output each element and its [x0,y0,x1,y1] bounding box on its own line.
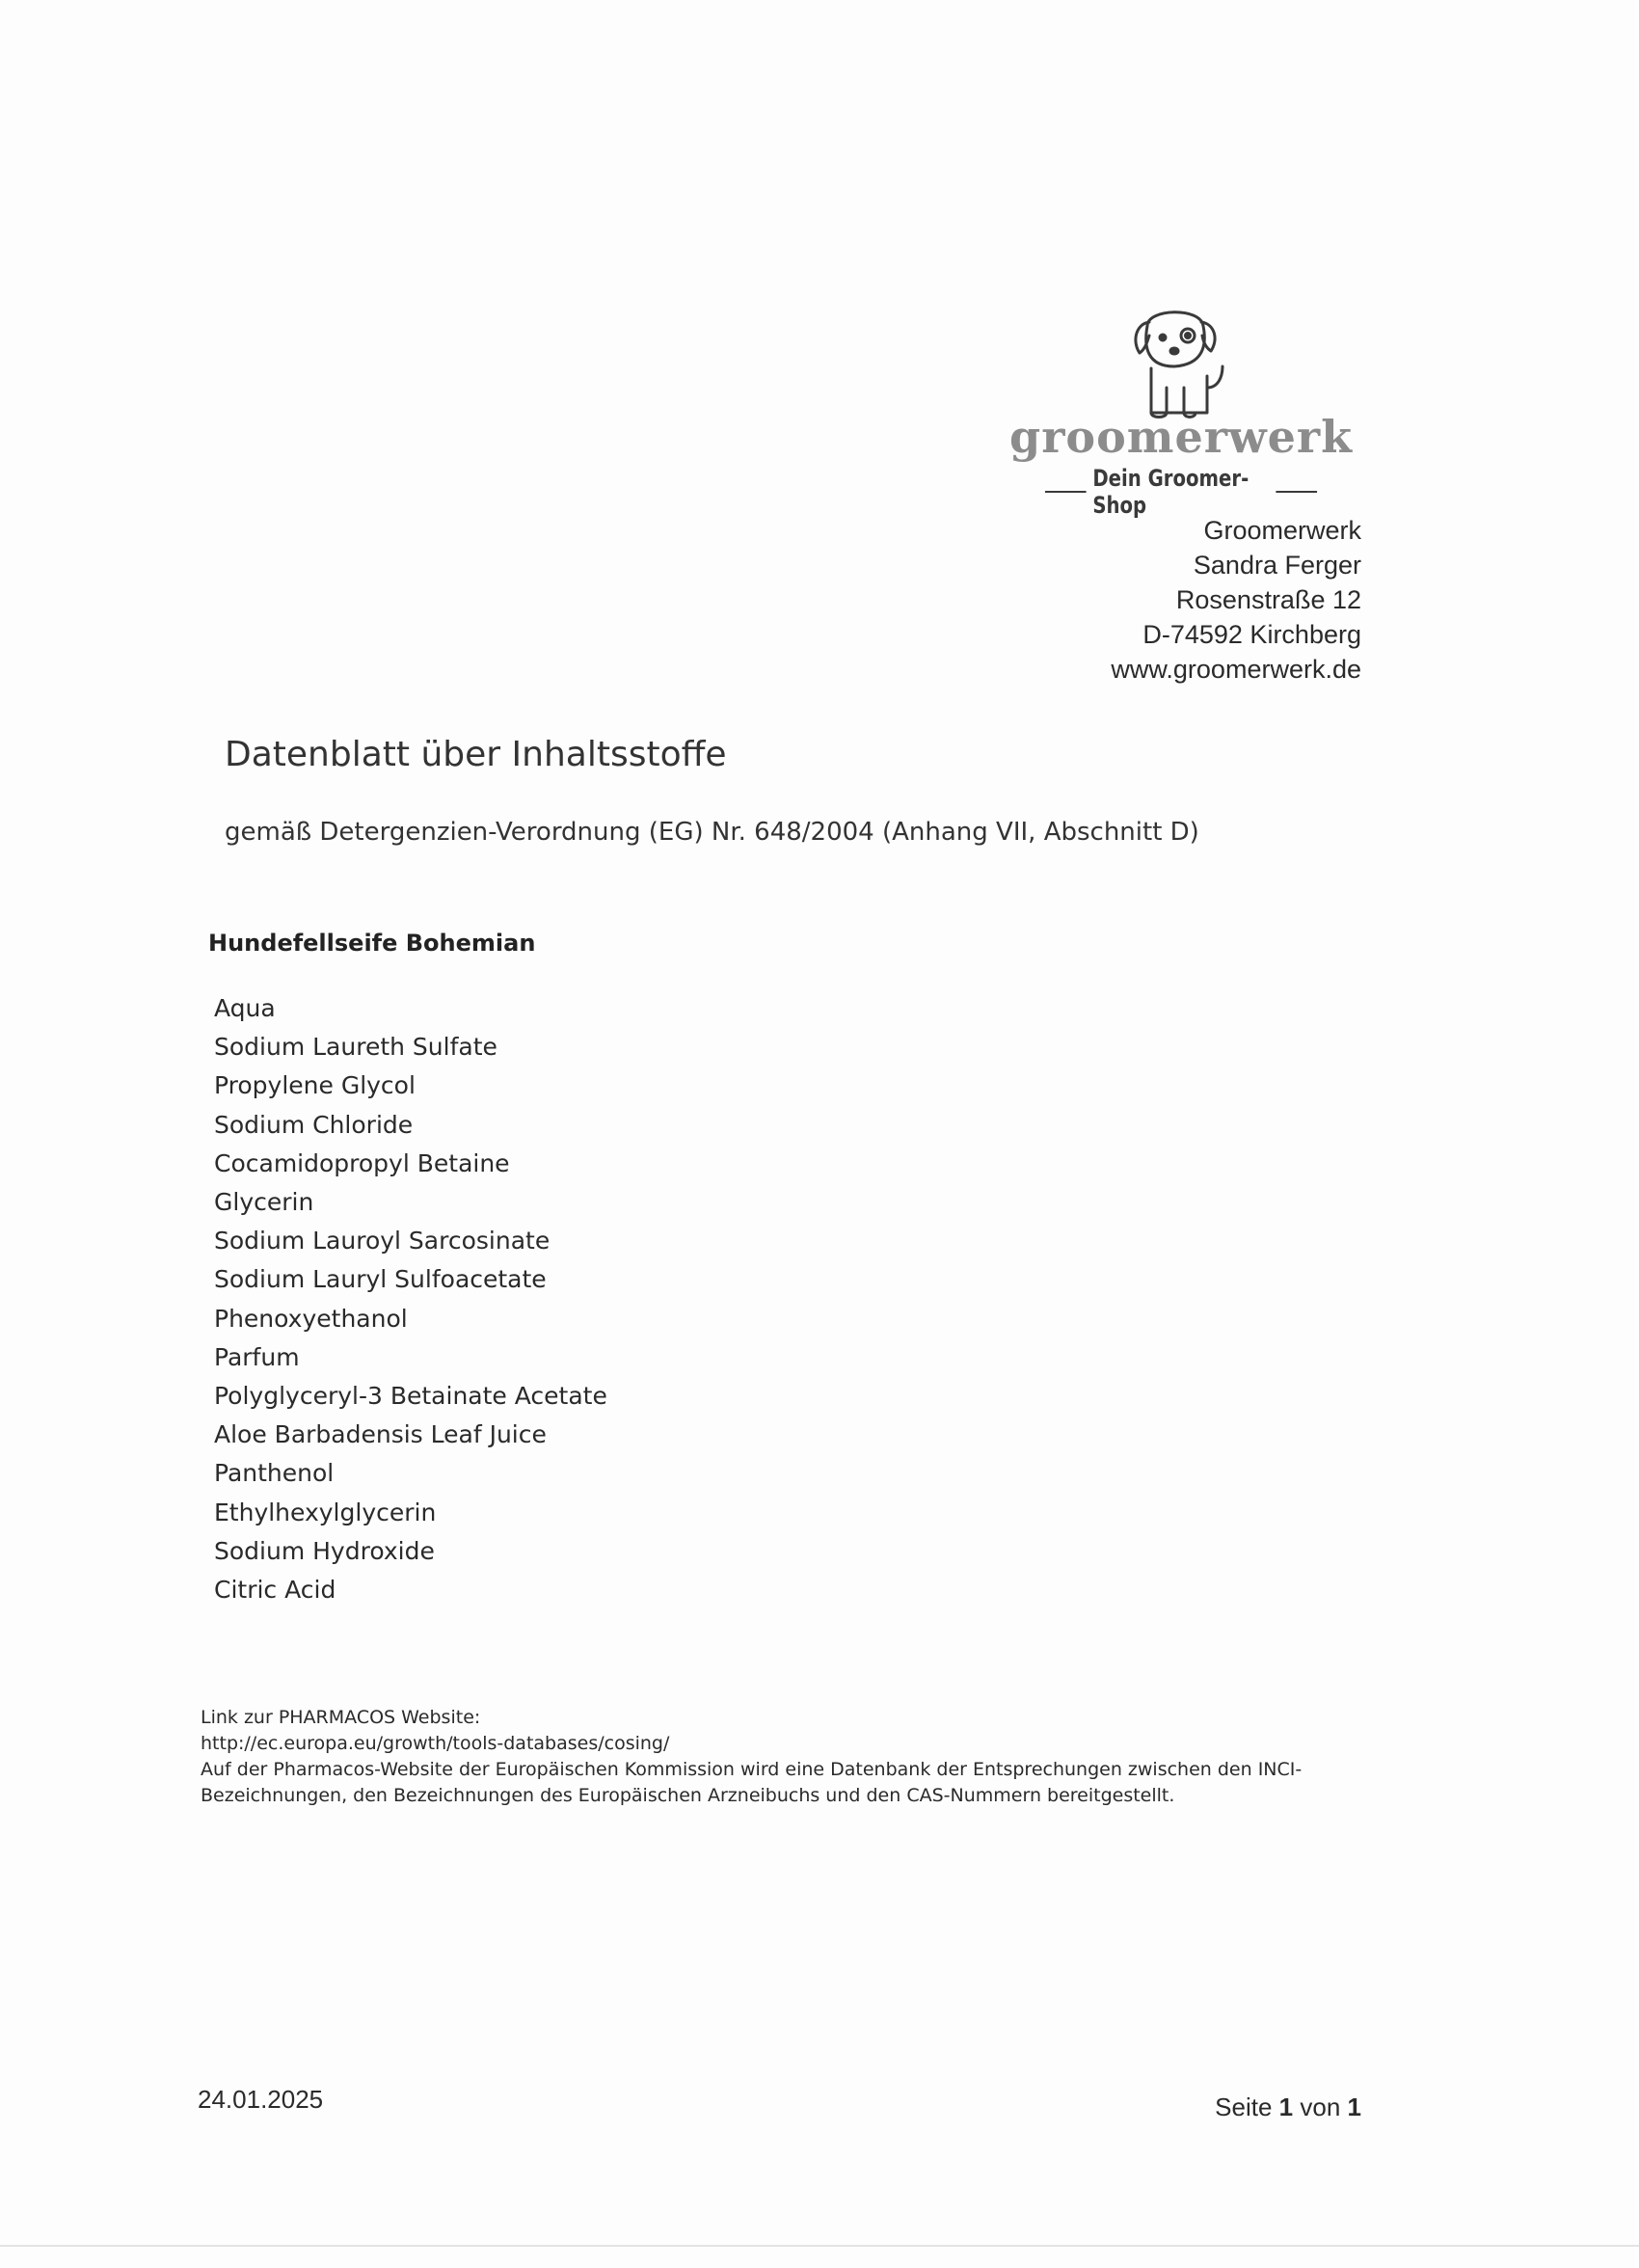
company-logo [1008,289,1355,519]
logo-wordmark: groomerwerk [1009,411,1353,463]
page-of: von [1300,2092,1341,2121]
sender-address [1111,513,1361,687]
product-name: Hundefellseife Bohemian [208,930,536,957]
ingredient-list [214,989,607,1609]
tagline-dash-right [1276,491,1317,493]
document-date: 24.01.2025 [198,2085,324,2114]
address-website: www.groomerwerk.de [1111,655,1361,684]
ingredient-item: Sodium Lauroyl Sarcosinate [214,1227,551,1256]
tagline-text: Dein Groomer-Shop [1092,465,1249,519]
link-label: Link zur PHARMACOS Website: [201,1707,481,1728]
note-text-line-1: Auf der Pharmacos-Website der Europäischen Kommission wird eine Datenbank der Entsprechungen zwischen den INCI- [201,1759,1303,1780]
note-text-line-2: Bezeichnungen, den Bezeichnungen des Europäischen Arzneibuchs und den CAS-Nummern bereitgestellt. [201,1785,1175,1806]
logo-tagline [1038,465,1323,519]
page-number [1215,2092,1361,2122]
page-current: 1 [1278,2092,1294,2121]
ingredient-item: Sodium Laureth Sulfate [214,1033,497,1062]
ingredient-item: Phenoxyethanol [214,1304,408,1333]
ingredient-item: Sodium Chloride [214,1110,414,1139]
ingredient-item: Parfum [214,1342,300,1371]
ingredient-item: Cocamidopropyl Betaine [214,1148,510,1177]
ingredient-item: Citric Acid [214,1576,336,1605]
document-title: Datenblatt über Inhaltsstoffe [225,735,727,774]
tagline-dash-left [1045,491,1087,493]
address-company: Groomerwerk [1203,516,1361,545]
pharmacos-note [201,1705,1386,1809]
ingredient-item: Glycerin [214,1188,314,1217]
ingredient-item: Sodium Lauryl Sulfoacetate [214,1265,547,1294]
document-subtitle: gemäß Detergenzien-Verordnung (EG) Nr. 648/2004 (Anhang VII, Abschnitt D) [225,818,1199,847]
address-street: Rosenstraße 12 [1175,585,1361,614]
address-name: Sandra Ferger [1193,551,1361,580]
ingredient-item: Ethylhexylglycerin [214,1498,437,1526]
ingredient-item: Panthenol [214,1459,335,1488]
ingredient-item: Polyglyceryl-3 Betainate Acetate [214,1382,607,1411]
ingredient-item: Aloe Barbadensis Leaf Juice [214,1420,547,1449]
ingredient-item: Aqua [214,994,276,1022]
dog-icon [1118,299,1229,424]
pharmacos-link[interactable]: http://ec.europa.eu/growth/tools-databases/cosing/ [201,1733,670,1754]
page-prefix: Seite [1215,2092,1273,2121]
scan-edge-line [0,2245,1639,2247]
ingredient-item: Sodium Hydroxide [214,1536,435,1565]
page-total: 1 [1347,2092,1361,2121]
address-city: D-74592 Kirchberg [1142,620,1361,649]
ingredient-item: Propylene Glycol [214,1071,416,1100]
